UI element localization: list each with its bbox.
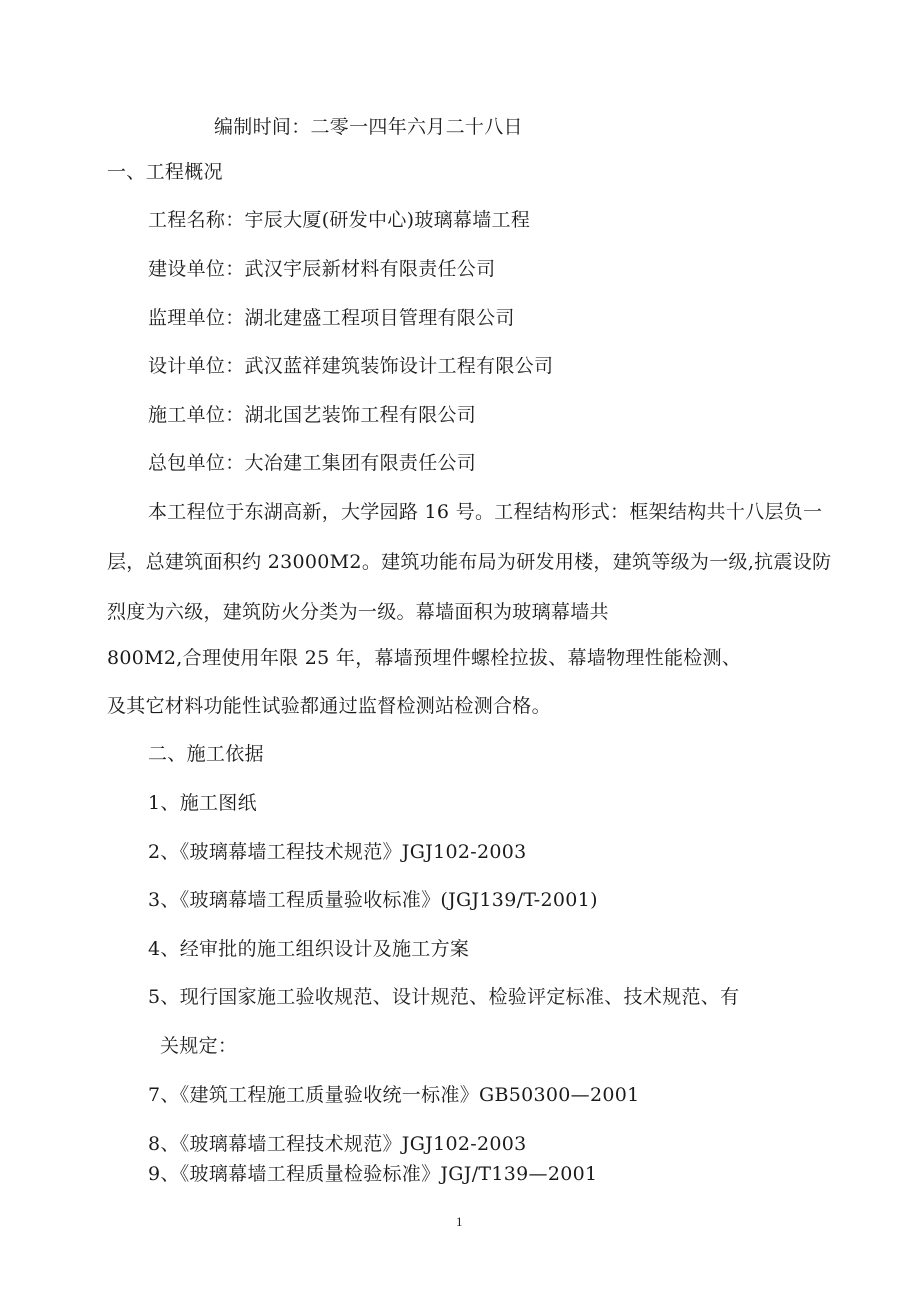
basis-item: 3、《玻璃幕墙工程质量验收标准》(JGJ139/T-2001) bbox=[148, 889, 598, 911]
designer-unit: 设计单位：武汉蓝祥建筑装饰设计工程有限公司 bbox=[148, 355, 554, 377]
page-number: 1 bbox=[456, 1214, 463, 1229]
compile-date: 编制时间：二零一四年六月二十八日 bbox=[214, 116, 523, 138]
basis-item: 9、《玻璃幕墙工程质量检验标准》JGJ/T139—2001 bbox=[148, 1163, 598, 1185]
basis-item: 2、《玻璃幕墙工程技术规范》JGJ102-2003 bbox=[148, 841, 527, 863]
basis-item: 7、《建筑工程施工质量验收统一标准》GB50300—2001 bbox=[148, 1084, 640, 1106]
basis-item: 关规定： bbox=[160, 1035, 238, 1057]
basis-item: 1、施工图纸 bbox=[148, 792, 257, 814]
description-line: 本工程位于东湖高新，大学园路 16 号。工程结构形式：框架结构共十八层负一 bbox=[148, 501, 823, 523]
basis-item: 5、现行国家施工验收规范、设计规范、检验评定标准、技术规范、有 bbox=[148, 986, 740, 1008]
description-line: 烈度为六级，建筑防火分类为一级。幕墙面积为玻璃幕墙共 bbox=[107, 601, 609, 623]
project-name: 工程名称：宇辰大厦(研发中心)玻璃幕墙工程 bbox=[148, 209, 531, 231]
supervisor-unit: 监理单位：湖北建盛工程项目管理有限公司 bbox=[148, 307, 515, 329]
section-heading-basis: 二、施工依据 bbox=[148, 743, 264, 765]
basis-item: 4、经审批的施工组织设计及施工方案 bbox=[148, 938, 470, 960]
basis-item: 8、《玻璃幕墙工程技术规范》JGJ102-2003 bbox=[148, 1133, 527, 1155]
description-line: 及其它材料功能性试验都通过监督检测站检测合格。 bbox=[107, 695, 551, 717]
description-line: 800M2,合理使用年限 25 年，幕墙预埋件螺栓拉拔、幕墙物理性能检测、 bbox=[107, 647, 742, 669]
general-contractor-unit: 总包单位：大冶建工集团有限责任公司 bbox=[148, 452, 477, 474]
description-line: 层，总建筑面积约 23000M2。建筑功能布局为研发用楼，建筑等级为一级,抗震设防 bbox=[107, 551, 832, 573]
owner-unit: 建设单位：武汉宇辰新材料有限责任公司 bbox=[148, 258, 496, 280]
constructor-unit: 施工单位：湖北国艺装饰工程有限公司 bbox=[148, 404, 477, 426]
section-heading-overview: 一、工程概况 bbox=[107, 161, 223, 183]
